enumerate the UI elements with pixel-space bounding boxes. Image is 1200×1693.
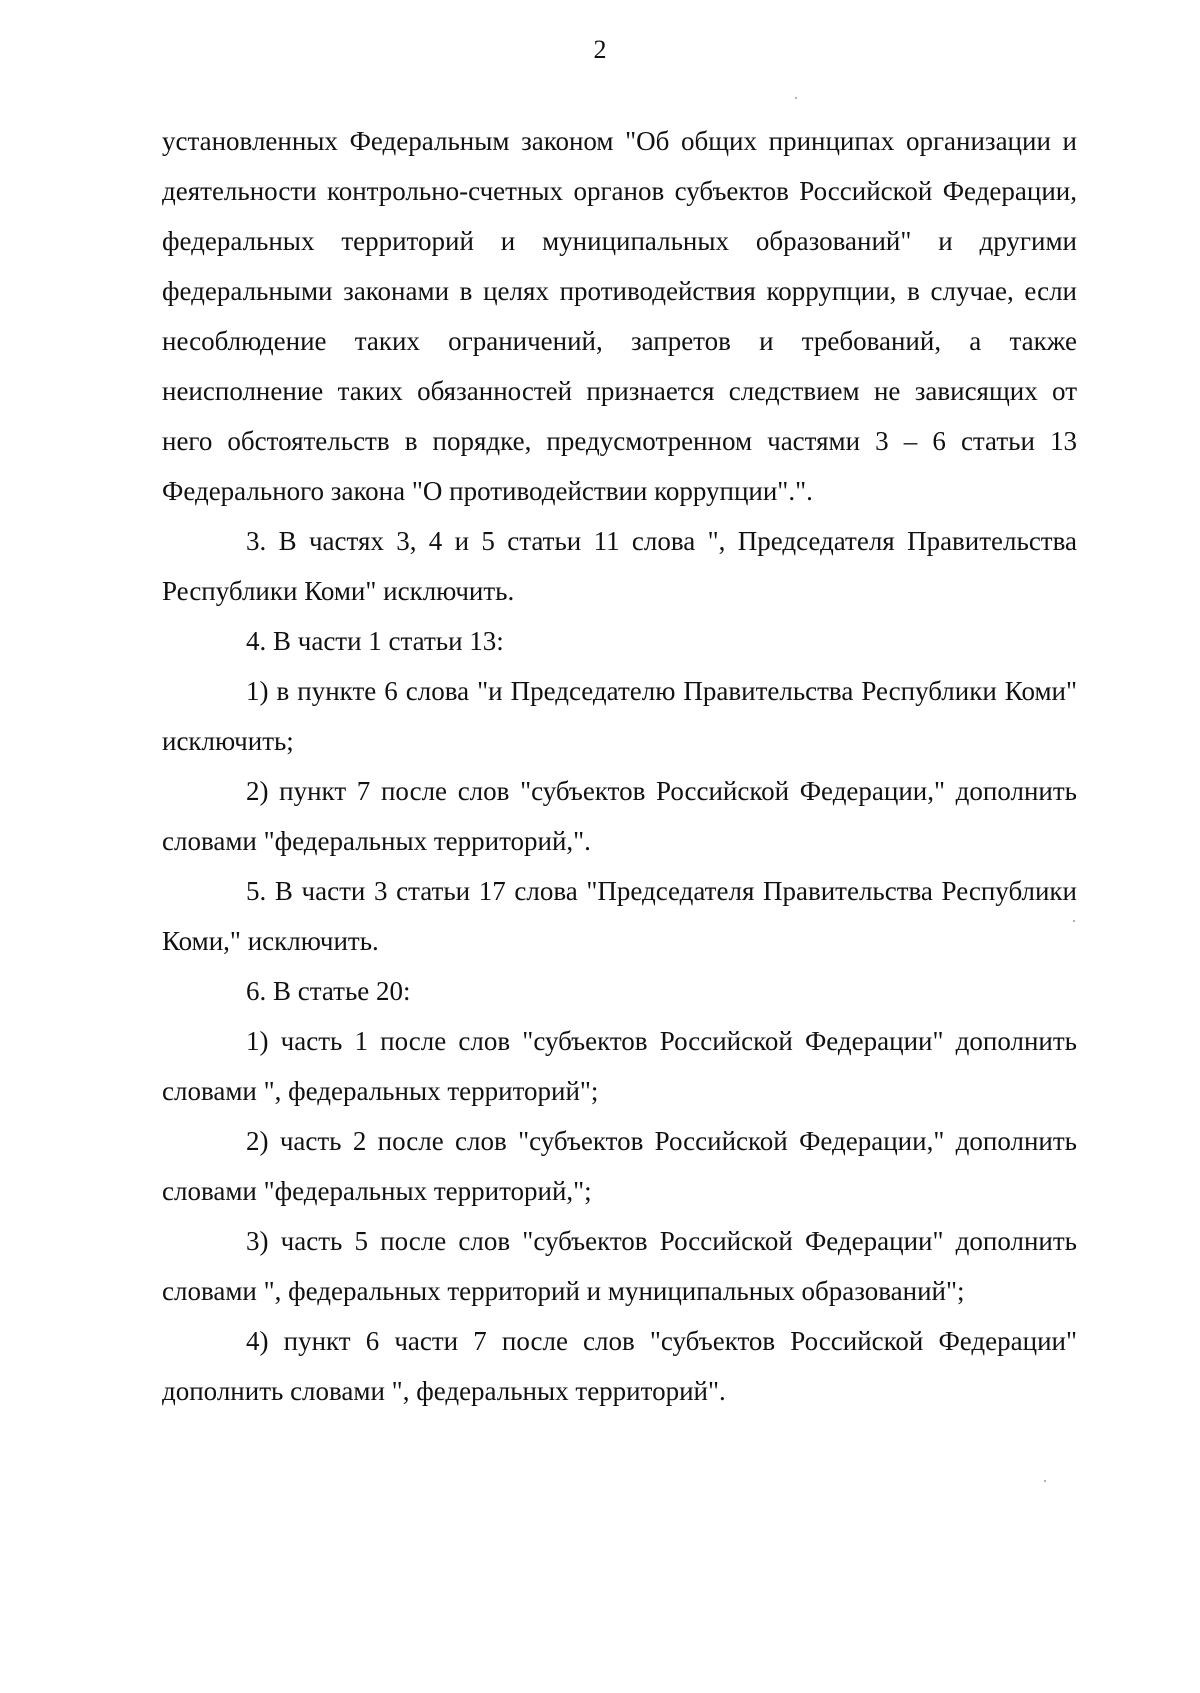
paragraph-item-6-4: 4) пункт 6 части 7 после слов "субъектов Российской Федерации" дополнить словами ", федеральных территорий". (162, 1326, 1077, 1406)
paragraph-item-5: 5. В части 3 статьи 17 слова "Председателя Правительства Республики Коми," исключить. (162, 876, 1077, 956)
page-number: 2 (593, 35, 607, 64)
scan-speck (1044, 1480, 1046, 1482)
paragraph-item-6: 6. В статье 20: (246, 976, 411, 1006)
paragraph-item-4: 4. В части 1 статьи 13: (246, 626, 504, 656)
scan-speck (795, 97, 797, 99)
paragraph-item-6-2: 2) часть 2 после слов "субъектов Российской Федерации," дополнить словами "федеральных территорий,"; (162, 1126, 1077, 1206)
paragraph-item-6-1: 1) часть 1 после слов "субъектов Российской Федерации" дополнить словами ", федеральных территорий"; (162, 1026, 1077, 1106)
paragraph-item-4-2: 2) пункт 7 после слов "субъектов Российской Федерации," дополнить словами "федеральных территорий,". (162, 776, 1077, 856)
paragraph-item-3: 3. В частях 3, 4 и 5 статьи 11 слова ", Председателя Правительства Республики Коми" исключить. (162, 526, 1077, 606)
document-body (162, 116, 1077, 1416)
paragraph-item-4-1: 1) в пункте 6 слова "и Председателю Правительства Республики Коми" исключить; (162, 676, 1077, 756)
paragraph-item-6-3: 3) часть 5 после слов "субъектов Российской Федерации" дополнить словами ", федеральных территорий и муниципальных образований"; (162, 1226, 1077, 1306)
paragraph-continuation: установленных Федеральным законом "Об общих принципах организации и деятельности контрольно-счетных органов субъектов Российской Федерации, федеральных территорий и муниципальных образований" и другими федеральными законами в целях противодействия коррупции, в случае, если несоблюдение таких ограничений, запретов и требований, а также неисполнение таких обязанностей признается следствием не зависящих от него обстоятельств в порядке, предусмотренном частями 3 – 6 статьи 13 Федерального закона "О противодействии коррупции".". (162, 126, 1077, 506)
scan-speck (1073, 920, 1075, 922)
